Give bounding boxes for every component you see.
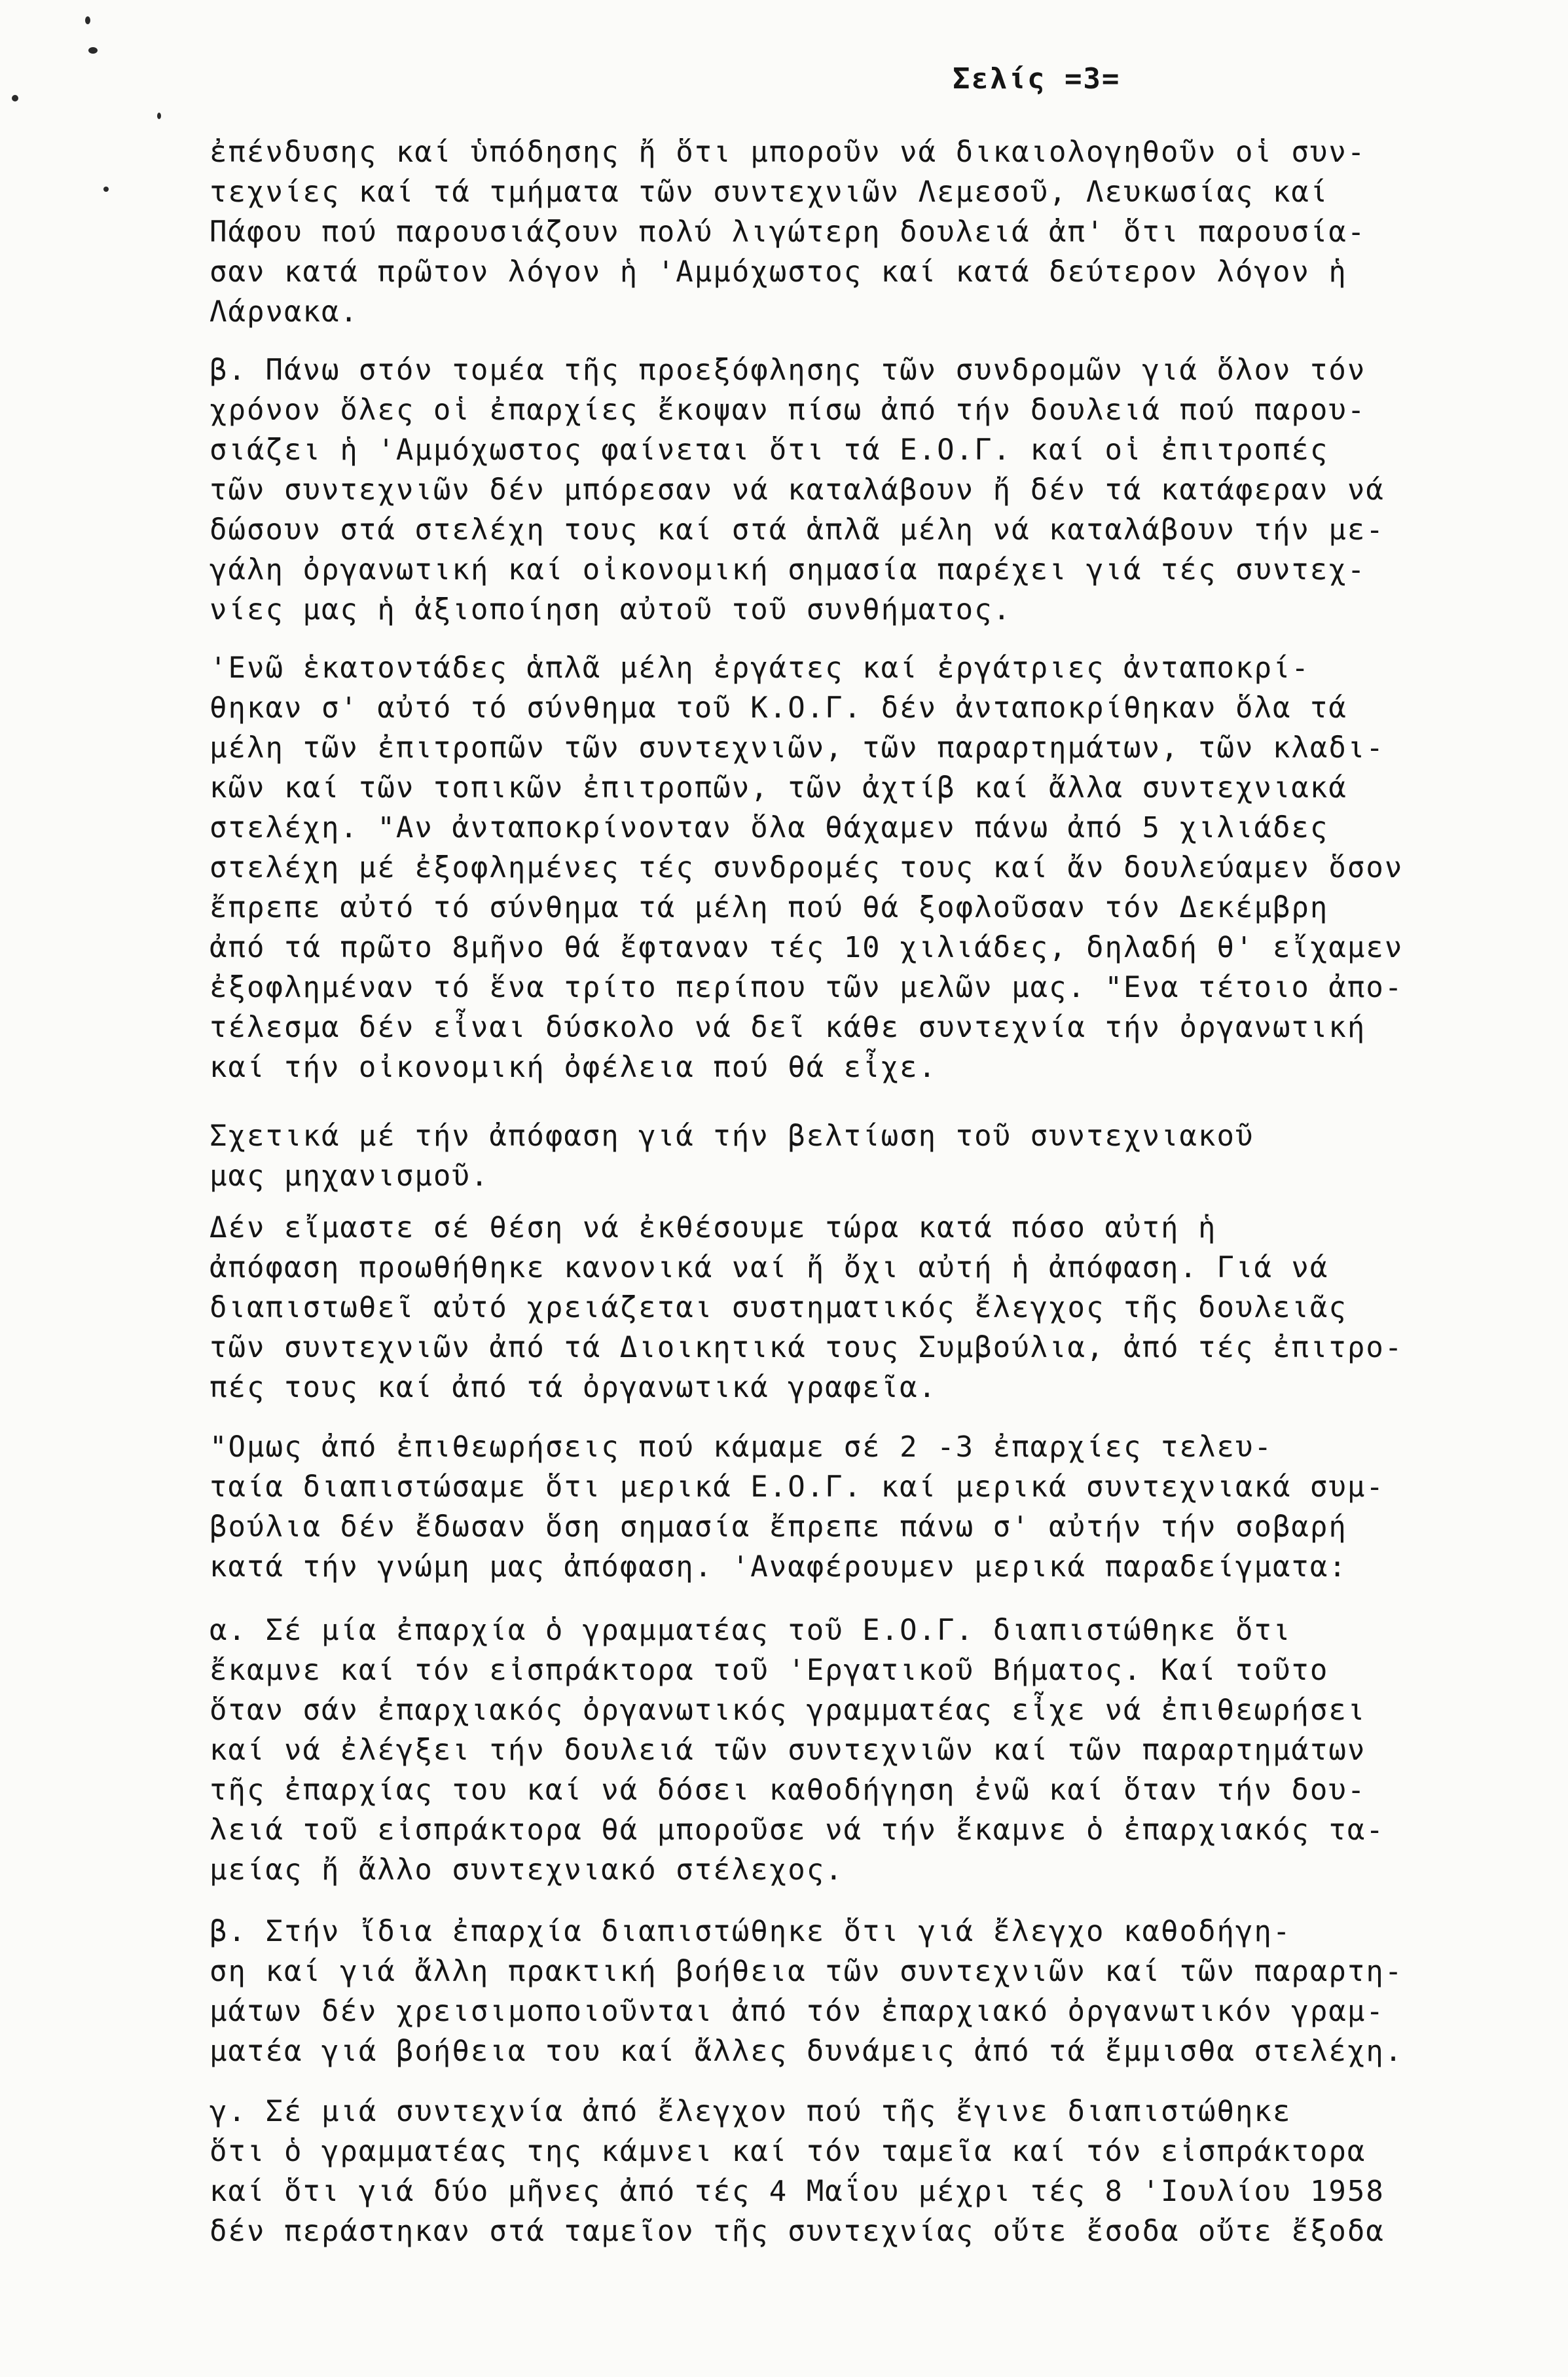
paragraph-4: Σχετικά μέ τήν ἀπόφαση γιά τήν βελτίωση τοῦ συντεχνιακοῦ μας μηχανισμοῦ.	[210, 1119, 1254, 1193]
scan-speck	[88, 47, 98, 54]
paragraph-5: Δέν εἴμαστε σέ θέση νά ἐκθέσουμε τώρα κατά πόσο αὐτή ἡ ἀπόφαση προωθήθηκε κανονικά ναί ἤ ὄχι αὐτή ἡ ἀπόφαση. Γιά νά διαπιστωθεῖ αὐτό χρειάζεται συστηματικός ἔλεγχος τῆς δουλειᾶς τῶν συντεχνιῶν ἀπό τά Διοικητικά τους Συμβούλια, ἀπό τές ἐπιτρο- πές τους καί ἀπό τά ὀργανωτικά γραφεῖα.	[210, 1211, 1404, 1404]
scan-speck	[85, 16, 90, 24]
scan-speck	[157, 113, 161, 119]
page-number: Σελίς =3=	[953, 62, 1121, 96]
paragraph-9: γ. Σέ μιά συντεχνία ἀπό ἔλεγχον πού τῆς ἔγινε διαπιστώθηκε ὅτι ὁ γραμματέας της κάμνει καί τόν ταμεῖα καί τόν εἰσπράκτορα καί ὅτι γιά δύο μῆνες ἀπό τές 4 Μαΐου μέχρι τές 8 'Ιουλίου 1958 δέν περάστηκαν στά ταμεῖον τῆς συντεχνίας οὔτε ἔσοδα οὔτε ἔξοδα	[210, 2095, 1385, 2248]
paragraph-6: "Ομως ἀπό ἐπιθεωρήσεις πού κάμαμε σέ 2 -3 ἐπαρχίες τελευ- ταία διαπιστώσαμε ὅτι μερικά Ε.Ο.Γ. καί μερικά συντεχνιακά συμ- βούλια δέν ἔδωσαν ὅση σημασία ἔπρεπε πάνω σ' αὐτήν τήν σοβαρή κατά τήν γνώμη μας ἀπόφαση. 'Αναφέρουμεν μερικά παραδείγματα:	[210, 1430, 1385, 1584]
paragraph-8: β. Στήν ἴδια ἐπαρχία διαπιστώθηκε ὅτι γιά ἔλεγχο καθοδήγη- ση καί γιά ἄλλη πρακτική βοήθεια τῶν συντεχνιῶν καί τῶν παραρτη- μάτων δέν χρεισιμοποιοῦνται ἀπό τόν ἐπαρχιακό ὀργανωτικόν γραμ- ματέα γιά βοήθεια του καί ἄλλες δυνάμεις ἀπό τά ἔμμισθα στελέχη.	[210, 1915, 1404, 2068]
scan-speck	[12, 95, 18, 101]
paragraph-1: ἐπένδυσης καί ὑπόδησης ἤ ὅτι μποροῦν νά δικαιολογηθοῦν οἱ συν- τεχνίες καί τά τμήματα τῶν συντεχνιῶν Λεμεσοῦ, Λευκωσίας καί Πάφου πού παρουσιάζουν πολύ λιγώτερη δουλειά ἀπ' ὅτι παρουσία- σαν κατά πρῶτον λόγον ἡ 'Αμμόχωστος καί κατά δεύτερον λόγον ἡ Λάρνακα.	[210, 136, 1366, 329]
paragraph-7: α. Σέ μία ἐπαρχία ὁ γραμματέας τοῦ Ε.Ο.Γ. διαπιστώθηκε ὅτι ἔκαμνε καί τόν εἰσπράκτορα τοῦ 'Εργατικοῦ Βήματος. Καί τοῦτο ὅταν σάν ἐπαρχιακός ὀργανωτικός γραμματέας εἶχε νά ἐπιθεωρήσει καί νά ἐλέγξει τήν δουλειά τῶν συντεχνιῶν καί τῶν παραρτημάτων τῆς ἐπαρχίας του καί νά δόσει καθοδήγηση ἐνῶ καί ὅταν τήν δου- λειά τοῦ εἰσπράκτορα θά μποροῦσε νά τήν ἔκαμνε ὁ ἐπαρχιακός τα- μείας ἤ ἄλλο συντεχνιακό στέλεχος.	[210, 1614, 1385, 1887]
scan-speck	[103, 187, 109, 192]
paragraph-3: 'Ενῶ ἑκατοντάδες ἁπλᾶ μέλη ἐργάτες καί ἐργάτριες ἀνταποκρί- θηκαν σ' αὐτό τό σύνθημα τοῦ Κ.Ο.Γ. δέν ἀνταποκρίθηκαν ὅλα τά μέλη τῶν ἐπιτροπῶν τῶν συντεχνιῶν, τῶν παραρτημάτων, τῶν κλαδι- κῶν καί τῶν τοπικῶν ἐπιτροπῶν, τῶν ἀχτίβ καί ἄλλα συντεχνιακά στελέχη. "Αν ἀνταποκρίνονταν ὅλα θάχαμεν πάνω ἀπό 5 χιλιάδες στελέχη μέ ἐξοφλημένες τές συνδρομές τους καί ἄν δουλεύαμεν ὅσον ἔπρεπε αὐτό τό σύνθημα τά μέλη πού θά ξοφλοῦσαν τόν Δεκέμβρη ἀπό τά πρῶτο 8μῆνο θά ἔφταναν τές 10 χιλιάδες, δηλαδή θ' εἴχαμεν ἐξοφλημέναν τό ἕνα τρίτο περίπου τῶν μελῶν μας. "Ενα τέτοιο ἀπο- τέλεσμα δέν εἶναι δύσκολο νά δεῖ κάθε συντεχνία τήν ὀργανωτική καί τήν οἰκονομική ὀφέλεια πού θά εἶχε.	[210, 651, 1404, 1084]
paragraph-2: β. Πάνω στόν τομέα τῆς προεξόφλησης τῶν συνδρομῶν γιά ὅλον τόν χρόνον ὅλες οἱ ἐπαρχίες ἔκοψαν πίσω ἀπό τήν δουλειά πού παρου- σιάζει ἡ 'Αμμόχωστος φαίνεται ὅτι τά Ε.Ο.Γ. καί οἱ ἐπιτροπές τῶν συντεχνιῶν δέν μπόρεσαν νά καταλάβουν ἤ δέν τά κατάφεραν νά δώσουν στά στελέχη τους καί στά ἁπλᾶ μέλη νά καταλάβουν τήν με- γάλη ὀργανωτική καί οἰκονομική σημασία παρέχει γιά τές συντεχ- νίες μας ἡ ἀξιοποίηση αὐτοῦ τοῦ συνθήματος.	[210, 354, 1385, 626]
